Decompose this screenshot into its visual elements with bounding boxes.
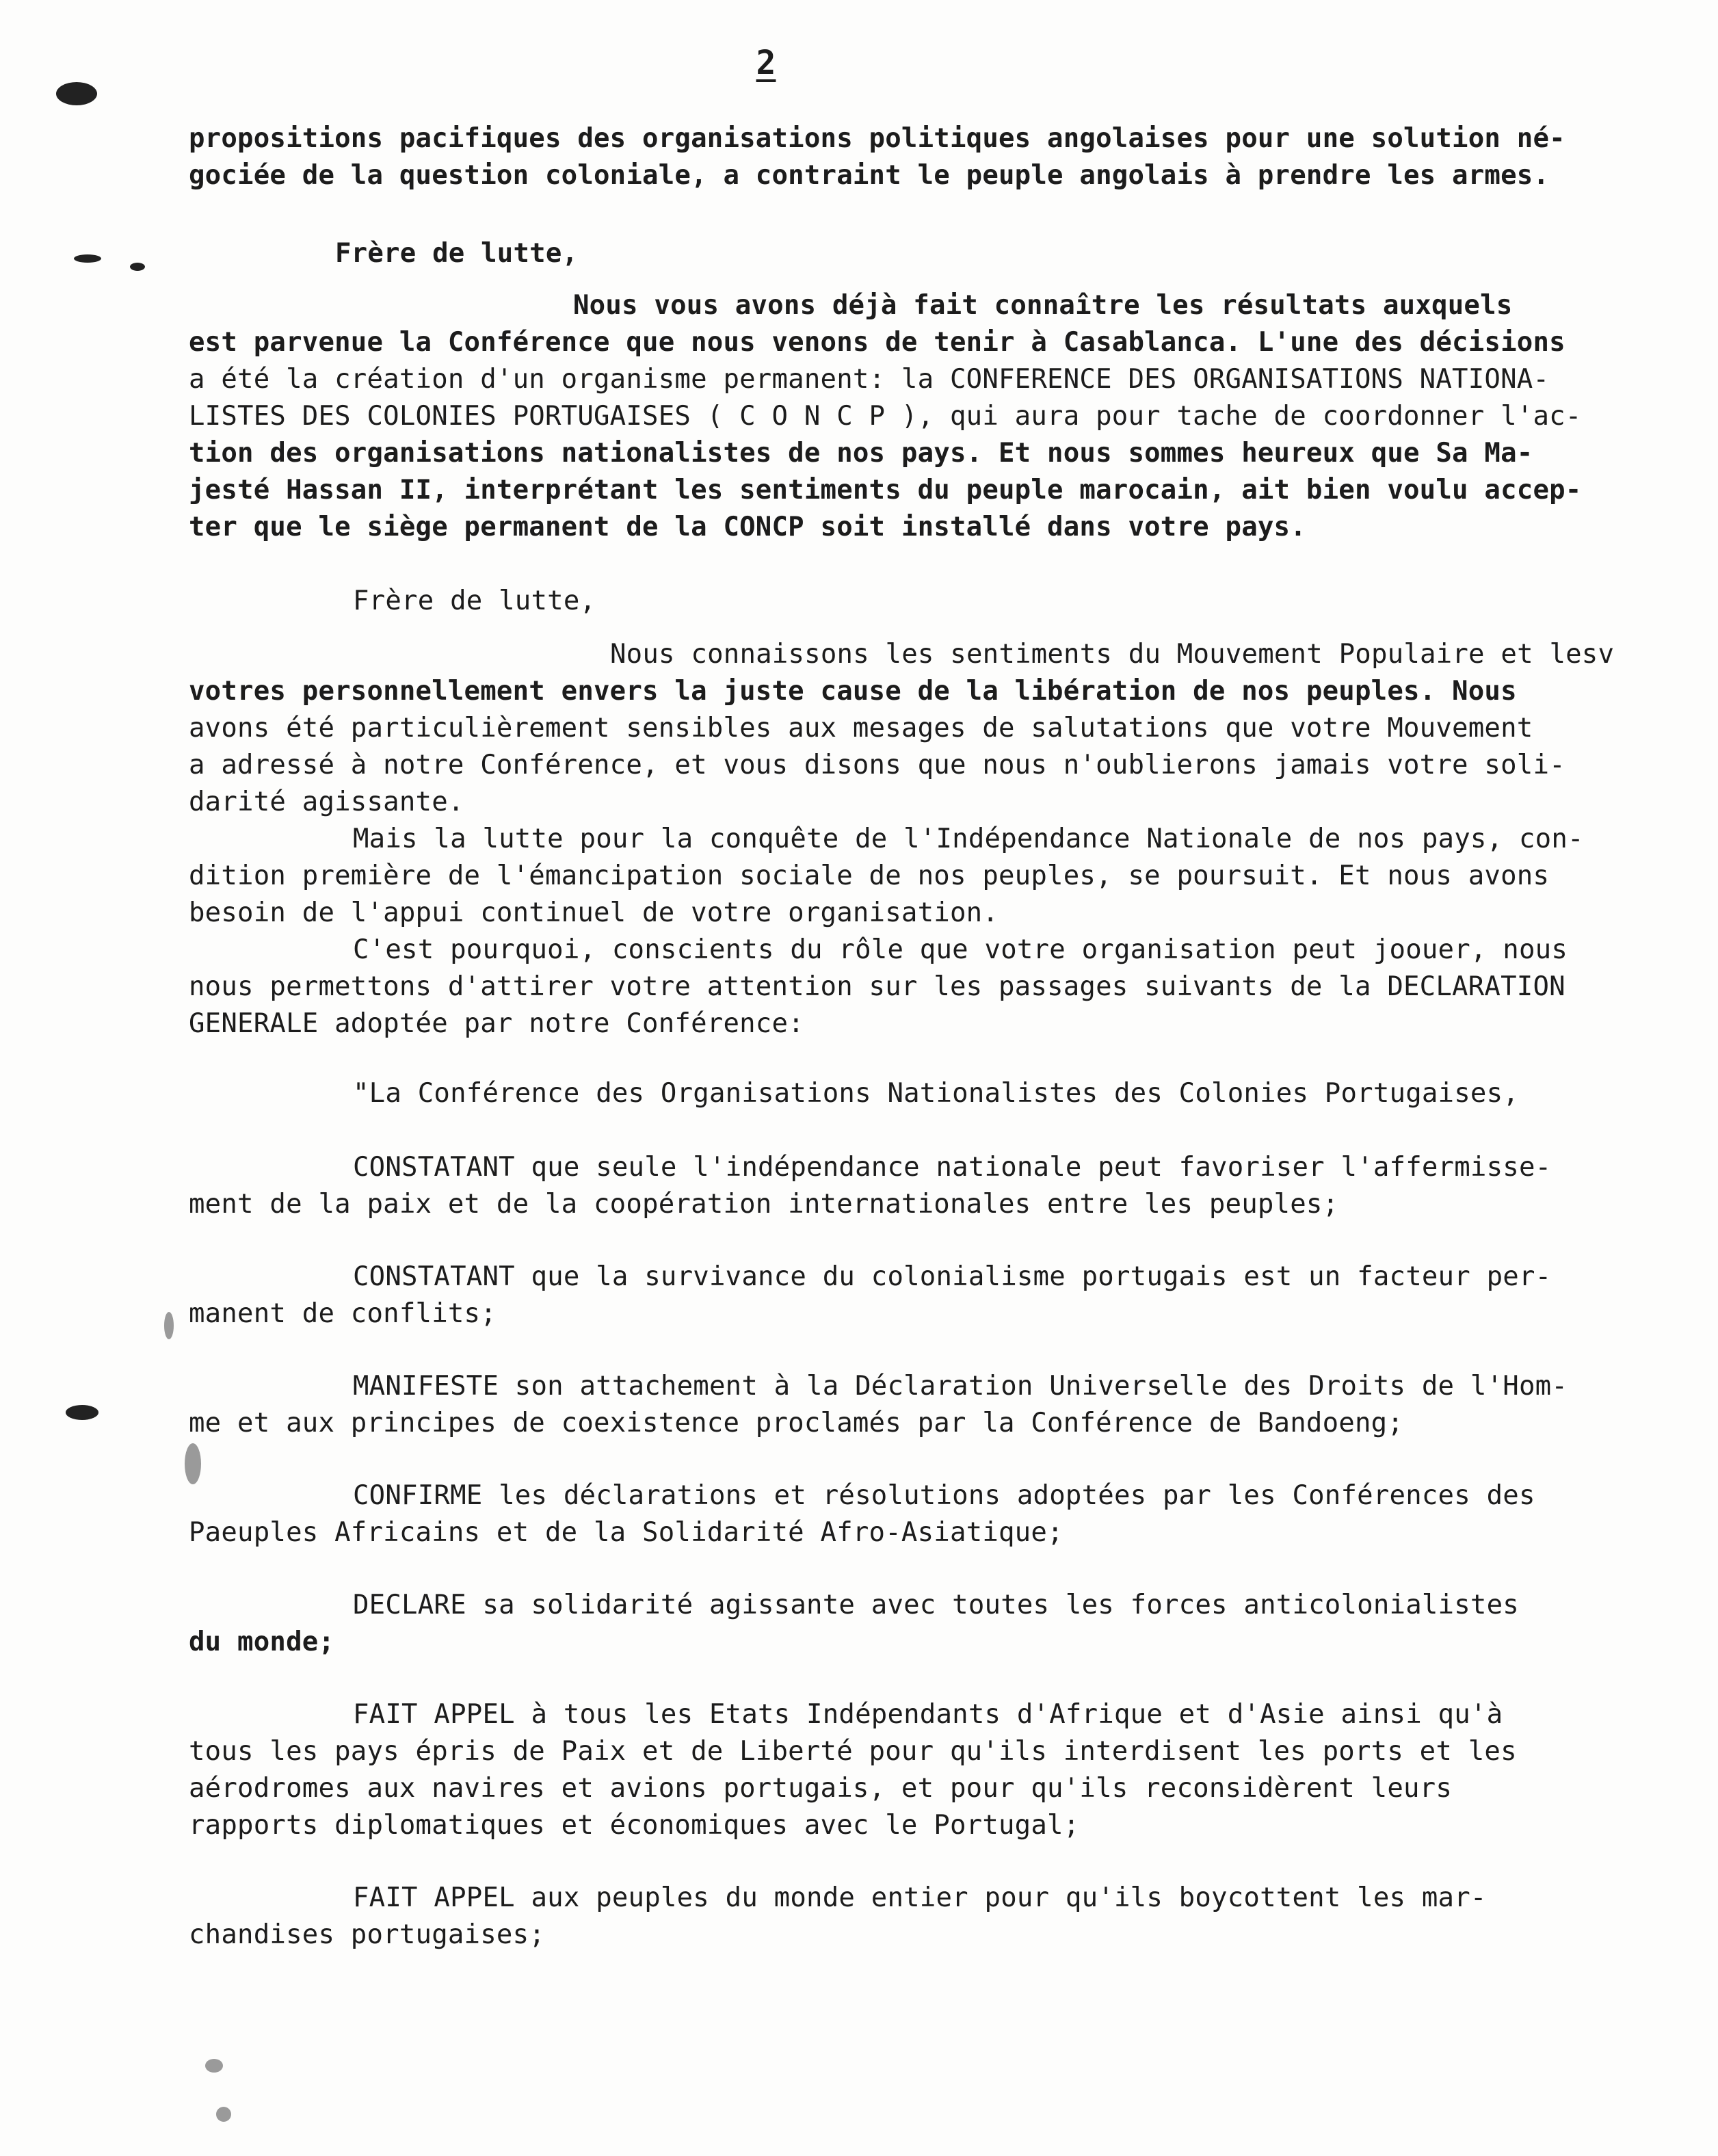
text-line: dition première de l'émancipation sociale de nos peuples, se poursuit. Et nous avons bbox=[189, 860, 1550, 891]
scan-noise-mark bbox=[216, 2107, 231, 2122]
text-line: gociée de la question coloniale, a contraint le peuple angolais à prendre les armes. bbox=[189, 160, 1550, 191]
text-line: avons été particulièrement sensibles aux mesages de salutations que votre Mouvement bbox=[189, 713, 1533, 744]
quote-line: DECLARE sa solidarité agissante avec toutes les forces anticolonialistes bbox=[353, 1590, 1519, 1620]
quote-line: MANIFESTE son attachement à la Déclaration Universelle des Droits de l'Hom- bbox=[353, 1371, 1568, 1402]
ink-blot-mark bbox=[56, 82, 97, 105]
quote-line: chandises portugaises; bbox=[189, 1919, 545, 1950]
text-line: besoin de l'appui continuel de votre organisation. bbox=[189, 897, 999, 928]
text-line: jesté Hassan II, interprétant les sentiments du peuple marocain, ait bien voulu accep- bbox=[189, 475, 1582, 505]
text-line: LISTES DES COLONIES PORTUGAISES ( C O N C P ), qui aura pour tache de coordonner l'ac- bbox=[189, 401, 1582, 432]
text-line: C'est pourquoi, conscients du rôle que votre organisation peut joouer, nous bbox=[353, 934, 1568, 965]
quote-line: CONFIRME les déclarations et résolutions adoptées par les Conférences des bbox=[353, 1480, 1535, 1511]
ink-blot-mark bbox=[130, 263, 145, 271]
ink-blot-mark bbox=[74, 254, 101, 263]
page-number: 2 bbox=[756, 44, 776, 82]
text-line: nous permettons d'attirer votre attention sur les passages suivants de la DECLARATION bbox=[189, 971, 1565, 1002]
text-line: darité agissante. bbox=[189, 787, 464, 817]
quote-line: CONSTATANT que seule l'indépendance nationale peut favoriser l'affermisse- bbox=[353, 1152, 1552, 1183]
text-line: propositions pacifiques des organisations politiques angolaises pour une solution né- bbox=[189, 123, 1565, 154]
quote-line: CONSTATANT que la survivance du colonialisme portugais est un facteur per- bbox=[353, 1261, 1552, 1292]
text-line: a adressé à notre Conférence, et vous disons que nous n'oublierons jamais votre soli- bbox=[189, 750, 1565, 780]
scan-noise-mark bbox=[164, 1312, 174, 1339]
quote-line: "La Conférence des Organisations Nationalistes des Colonies Portugaises, bbox=[353, 1078, 1519, 1109]
scan-noise-mark bbox=[185, 1443, 201, 1484]
quote-line: manent de conflits; bbox=[189, 1298, 497, 1329]
text-line: tion des organisations nationalistes de nos pays. Et nous sommes heureux que Sa Ma- bbox=[189, 438, 1533, 469]
quote-line: Paeuples Africains et de la Solidarité Afro-Asiatique; bbox=[189, 1517, 1063, 1548]
quote-line: aérodromes aux navires et avions portugais, et pour qu'ils reconsidèrent leurs bbox=[189, 1773, 1453, 1804]
text-line: a été la création d'un organisme permanent: la CONFERENCE DES ORGANISATIONS NATIONA- bbox=[189, 364, 1550, 395]
text-line: GENERALE adoptée par notre Conférence: bbox=[189, 1008, 804, 1039]
text-line: ter que le siège permanent de la CONCP soit installé dans votre pays. bbox=[189, 512, 1306, 542]
text-line: Nous connaissons les sentiments du Mouvement Populaire et lesv bbox=[610, 639, 1615, 670]
quote-line: ment de la paix et de la coopération internationales entre les peuples; bbox=[189, 1189, 1339, 1220]
salutation: Frère de lutte, bbox=[335, 238, 579, 269]
ink-blot-mark bbox=[66, 1405, 98, 1420]
text-line: votres personnellement envers la juste cause de la libération de nos peuples. Nous bbox=[189, 676, 1517, 707]
salutation: Frère de lutte, bbox=[353, 586, 596, 616]
scan-noise-mark bbox=[205, 2059, 223, 2073]
quote-line: rapports diplomatiques et économiques avec le Portugal; bbox=[189, 1810, 1080, 1841]
quote-line: FAIT APPEL à tous les Etats Indépendants d'Afrique et d'Asie ainsi qu'à bbox=[353, 1699, 1503, 1730]
text-line: est parvenue la Conférence que nous venons de tenir à Casablanca. L'une des décisions bbox=[189, 327, 1565, 358]
quote-line: FAIT APPEL aux peuples du monde entier pour qu'ils boycottent les mar- bbox=[353, 1882, 1487, 1913]
text-line: Nous vous avons déjà fait connaître les résultats auxquels bbox=[573, 290, 1513, 321]
quote-line: tous les pays épris de Paix et de Liberté pour qu'ils interdisent les ports et les bbox=[189, 1736, 1517, 1767]
text-line: Mais la lutte pour la conquête de l'Indépendance Nationale de nos pays, con- bbox=[353, 824, 1584, 854]
quote-line: me et aux principes de coexistence proclamés par la Conférence de Bandoeng; bbox=[189, 1408, 1403, 1438]
quote-line: du monde; bbox=[189, 1627, 335, 1657]
